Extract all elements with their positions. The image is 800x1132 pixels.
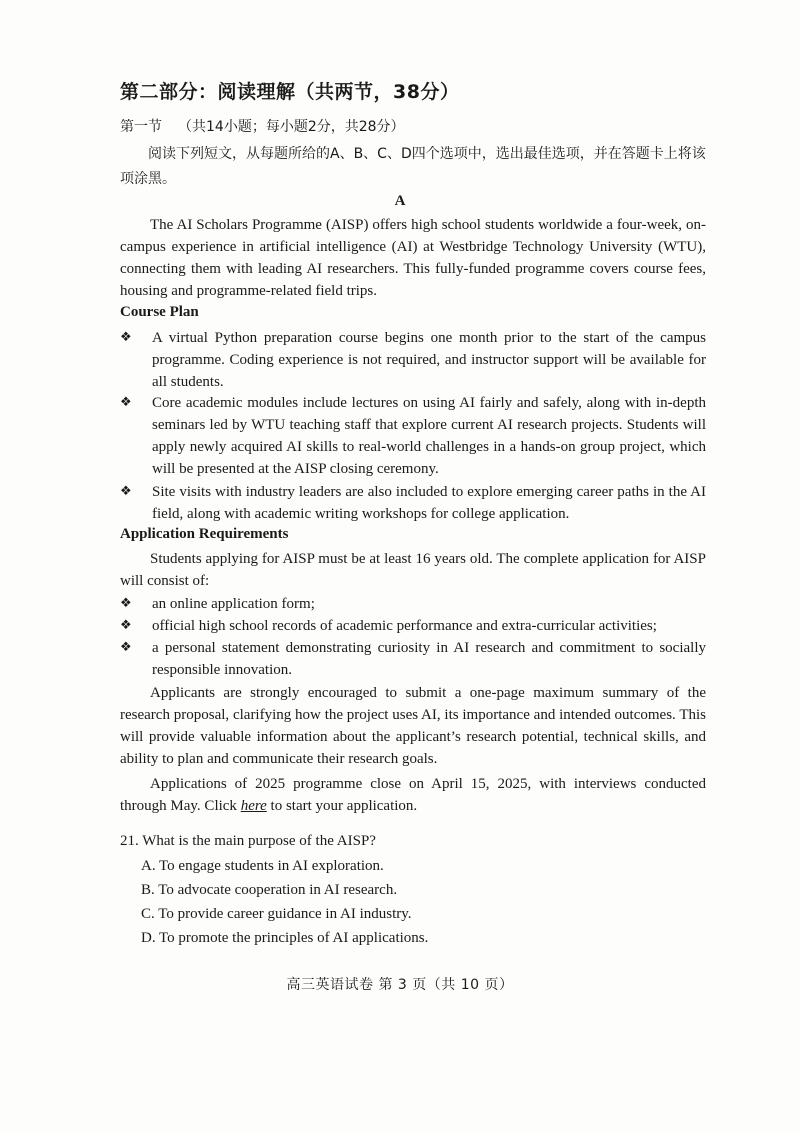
course-plan-item bbox=[120, 327, 706, 393]
answer-option-d: D. To promote the principles of AI applications. bbox=[141, 930, 429, 946]
intro-paragraph: The AI Scholars Programme (AISP) offers high school students worldwide a four-week, on-campus experience in artificial intelligence (AI) at Westbridge Technology University (WTU), connecting them with leading AI researchers. This fully-funded programme covers course fees, housing and programme-related field trips. bbox=[120, 217, 706, 299]
application-item-text: an online application form; bbox=[152, 596, 315, 612]
page-footer: 高三英语试卷 第 3 页（共 10 页） bbox=[286, 977, 514, 993]
question-stem: 21. What is the main purpose of the AISP? bbox=[120, 833, 376, 849]
bullet-icon: ❖ bbox=[120, 330, 132, 345]
part-title: 第二部分：阅读理解（共两节，38分） bbox=[120, 81, 460, 103]
course-plan-item bbox=[120, 392, 706, 480]
section-label: 第一节 bbox=[120, 119, 162, 135]
summary-paragraph: Applicants are strongly encouraged to submit a one-page maximum summary of the research proposal, clarifying how the project uses AI, its importance and intended outcomes. This will provide valuable information about the applicant’s research potential, technical skills, and ability to plan and communicate their research goals. bbox=[120, 685, 706, 767]
course-plan-item-text: A virtual Python preparation course begins one month prior to the start of the campus programme. Coding experience is not required, and instructor support will be available for all students. bbox=[152, 330, 706, 390]
instructions: 阅读下列短文，从每题所给的A、B、C、D四个选项中，选出最佳选项，并在答题卡上将该项涂黑。 bbox=[120, 146, 706, 187]
closing-text-end: to start your application. bbox=[266, 798, 418, 814]
bullet-icon: ❖ bbox=[120, 395, 132, 410]
course-plan-item-text: Site visits with industry leaders are also included to explore emerging career paths in the AI field, along with academic writing workshops for college application. bbox=[152, 484, 706, 522]
bullet-icon: ❖ bbox=[120, 484, 132, 499]
passage-letter: A bbox=[394, 193, 406, 209]
answer-option-c: C. To provide career guidance in AI industry. bbox=[141, 906, 412, 922]
application-link[interactable]: here bbox=[240, 798, 267, 814]
section-note: （共14小题；每小题2分，共28分） bbox=[178, 119, 405, 135]
closing-paragraph bbox=[120, 773, 706, 817]
bullet-icon: ❖ bbox=[120, 596, 132, 611]
closing-text: Applications of 2025 programme close on April 15, 2025, with interviews conducted through May. Click bbox=[120, 776, 706, 814]
application-item bbox=[120, 615, 706, 637]
course-plan-item-text: Core academic modules include lectures on using AI fairly and safely, along with in-depth seminars led by WTU teaching staff that explore current AI research projects. Students will apply newly acquired AI skills to real-world challenges in a hands-on group project, which will be presented at the AISP closing ceremony. bbox=[152, 395, 706, 477]
application-item bbox=[120, 593, 706, 615]
course-plan-heading: Course Plan bbox=[120, 304, 199, 320]
bullet-icon: ❖ bbox=[120, 618, 132, 633]
course-plan-item bbox=[120, 481, 706, 525]
answer-option-b: B. To advocate cooperation in AI research. bbox=[141, 882, 398, 898]
application-item-text: official high school records of academic performance and extra-curricular activities; bbox=[152, 618, 657, 634]
application-intro: Students applying for AISP must be at least 16 years old. The complete application for AISP will consist of: bbox=[120, 551, 706, 589]
application-item bbox=[120, 637, 706, 681]
application-heading: Application Requirements bbox=[120, 526, 289, 542]
bullet-icon: ❖ bbox=[120, 640, 132, 655]
answer-option-a: A. To engage students in AI exploration. bbox=[141, 858, 384, 874]
section-line bbox=[120, 116, 405, 136]
application-item-text: a personal statement demonstrating curiosity in AI research and commitment to socially responsible innovation. bbox=[152, 640, 706, 678]
